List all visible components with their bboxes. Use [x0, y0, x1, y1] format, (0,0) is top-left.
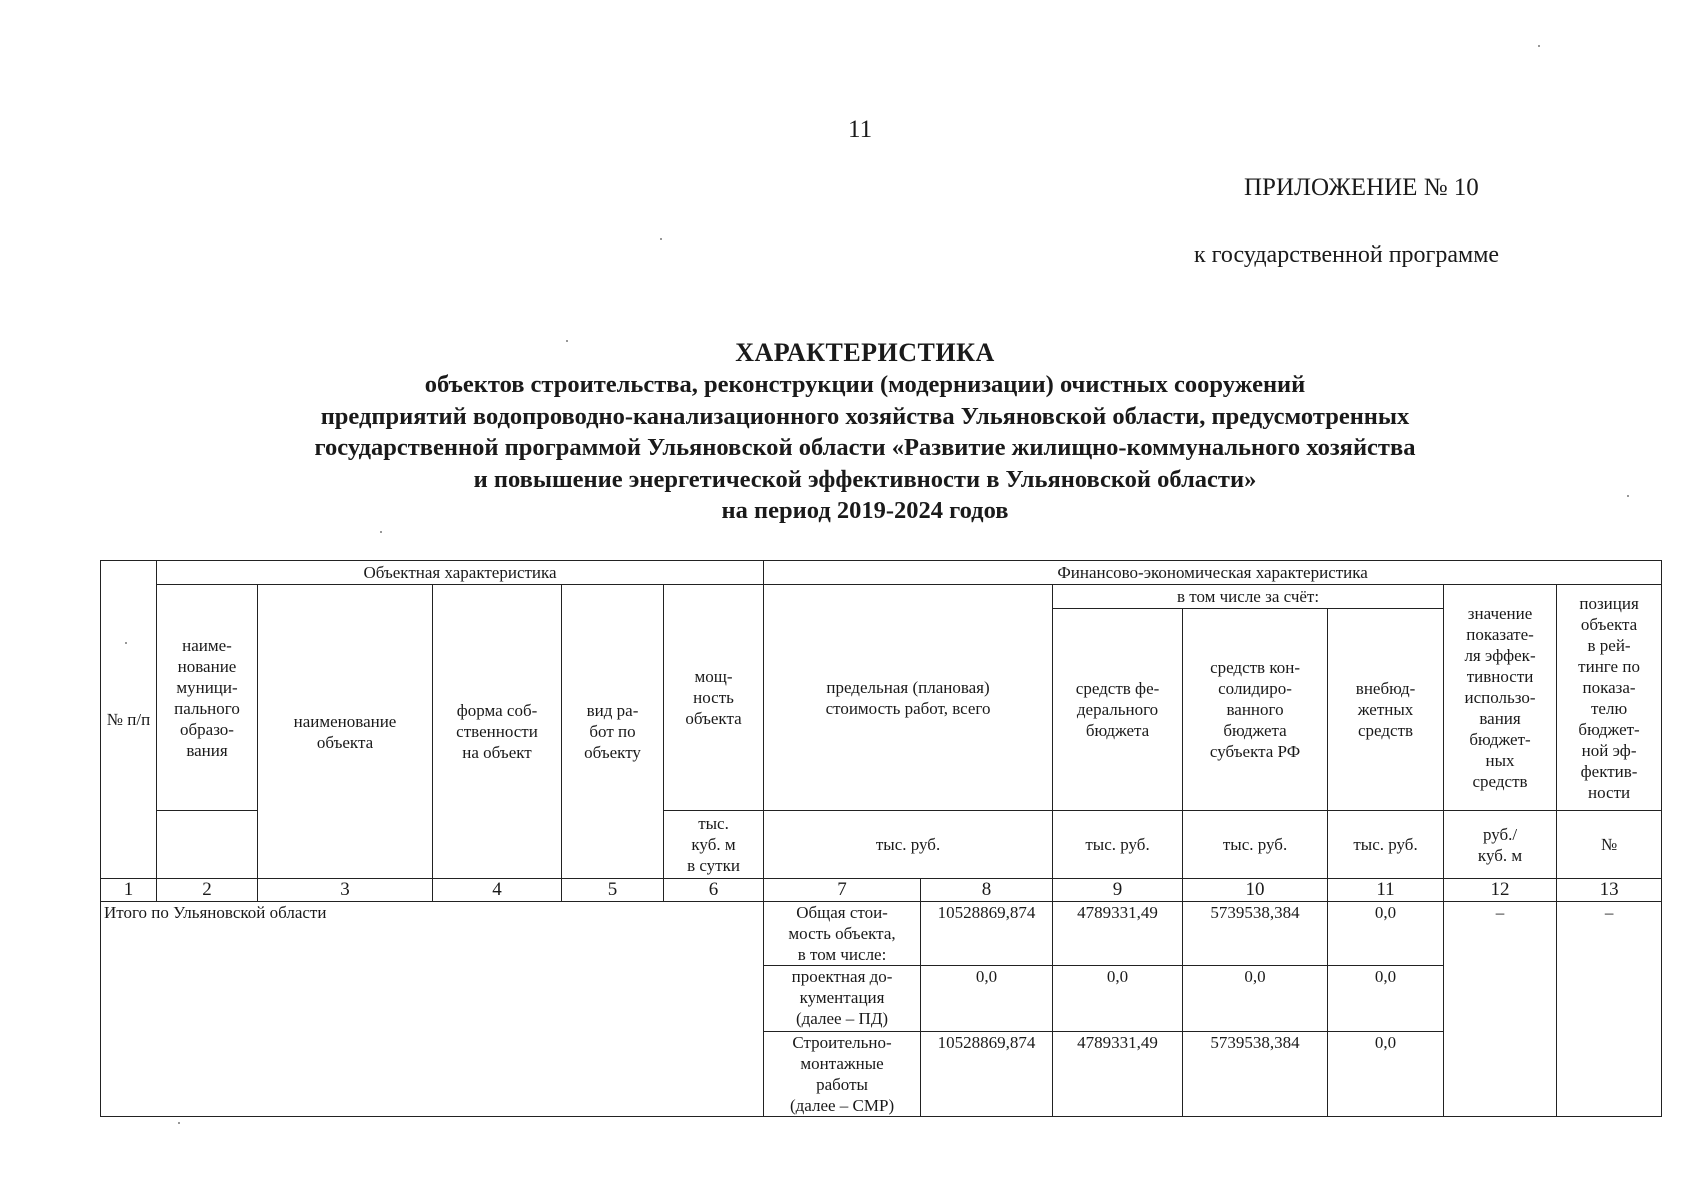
document-title	[140, 337, 1590, 527]
title-main: ХАРАКТЕРИСТИКА	[735, 338, 995, 367]
column-number: 10	[1183, 879, 1328, 902]
row-label: проектная до- кументация (далее – ПД)	[764, 966, 921, 1032]
unit-regional: тыс. руб.	[1183, 811, 1328, 879]
header-municipality: наиме- нование муници- пального образо- вания	[157, 585, 258, 811]
scan-speck	[380, 531, 382, 533]
header-regional: средств кон- солидиро- ванного бюджета субъекта РФ	[1183, 609, 1328, 811]
header-extrabudget: внебюд- жетных средств	[1328, 609, 1444, 811]
scan-speck	[125, 642, 127, 644]
column-number: 11	[1328, 879, 1444, 902]
efficiency-value: –	[1444, 902, 1557, 1117]
row-extrabudget: 0,0	[1328, 1032, 1444, 1117]
unit-capacity: тыс. куб. м в сутки	[664, 811, 764, 879]
title-line: государственной программой Ульяновской области «Развитие жилищно-коммунального хозяйства	[314, 434, 1416, 461]
column-number: 8	[921, 879, 1053, 902]
header-row-number: № п/п	[101, 561, 157, 879]
row-total: 10528869,874	[921, 1032, 1053, 1117]
column-number: 3	[258, 879, 433, 902]
scan-speck	[1627, 495, 1629, 497]
unit-extrabudget: тыс. руб.	[1328, 811, 1444, 879]
unit-rating: №	[1557, 811, 1662, 879]
header-capacity: мощ- ность объекта	[664, 585, 764, 811]
header-object-name: наименование объекта	[258, 585, 433, 879]
row-total: 0,0	[921, 966, 1053, 1032]
unit-efficiency: руб./ куб. м	[1444, 811, 1557, 879]
column-number: 2	[157, 879, 258, 902]
column-number: 5	[562, 879, 664, 902]
column-number: 1	[101, 879, 157, 902]
title-line: предприятий водопроводно-канализационного хозяйства Ульяновской области, предусмотренных	[320, 402, 1410, 430]
row-label: Строительно- монтажные работы (далее – СМР)	[764, 1032, 921, 1117]
scan-speck	[1538, 45, 1540, 47]
header-object-group: Объектная характеристика	[157, 561, 764, 585]
title-line: объектов строительства, реконструкции (модернизации) очистных сооружений	[424, 371, 1306, 398]
appendix-heading: ПРИЛОЖЕНИЕ № 10	[1244, 174, 1479, 201]
unit-empty	[157, 811, 258, 879]
title-line: и повышение энергетической эффективности в Ульяновской области»	[473, 465, 1257, 493]
header-ownership: форма соб- ственности на объект	[433, 585, 562, 879]
row-regional: 0,0	[1183, 966, 1328, 1032]
scan-speck	[566, 340, 568, 342]
header-rating: позиция объекта в рей- тинге по показа- телю бюджет- ной эф- фектив- ности	[1557, 585, 1662, 811]
column-number: 12	[1444, 879, 1557, 902]
column-number: 4	[433, 879, 562, 902]
row-regional: 5739538,384	[1183, 902, 1328, 966]
header-federal: средств фе- дерального бюджета	[1053, 609, 1183, 811]
column-number: 9	[1053, 879, 1183, 902]
scan-speck	[660, 238, 662, 240]
unit-federal: тыс. руб.	[1053, 811, 1183, 879]
total-label: Итого по Ульяновской области	[101, 902, 764, 1117]
page-number: 11	[848, 116, 873, 143]
column-number: 6	[664, 879, 764, 902]
row-federal: 4789331,49	[1053, 1032, 1183, 1117]
appendix-subheading: к государственной программе	[1194, 242, 1500, 268]
header-work-type: вид ра- бот по объекту	[562, 585, 664, 879]
column-number: 13	[1557, 879, 1662, 902]
title-line: на период 2019-2024 годов	[721, 497, 1009, 524]
row-federal: 4789331,49	[1053, 902, 1183, 966]
column-number: 7	[764, 879, 921, 902]
rating-value: –	[1557, 902, 1662, 1117]
row-federal: 0,0	[1053, 966, 1183, 1032]
characteristics-table	[100, 560, 1662, 1117]
header-efficiency: значение показате- ля эффек- тивности использо- вания бюджет- ных средств	[1444, 585, 1557, 811]
unit-cost: тыс. руб.	[764, 811, 1053, 879]
row-regional: 5739538,384	[1183, 1032, 1328, 1117]
row-total: 10528869,874	[921, 902, 1053, 966]
header-finance-group: Финансово-экономическая характеристика	[764, 561, 1662, 585]
header-including: в том числе за счёт:	[1053, 585, 1444, 609]
header-cost-total: предельная (плановая) стоимость работ, всего	[764, 585, 1053, 811]
row-label: Общая стои- мость объекта, в том числе:	[764, 902, 921, 966]
scan-speck	[178, 1122, 180, 1124]
row-extrabudget: 0,0	[1328, 966, 1444, 1032]
row-extrabudget: 0,0	[1328, 902, 1444, 966]
